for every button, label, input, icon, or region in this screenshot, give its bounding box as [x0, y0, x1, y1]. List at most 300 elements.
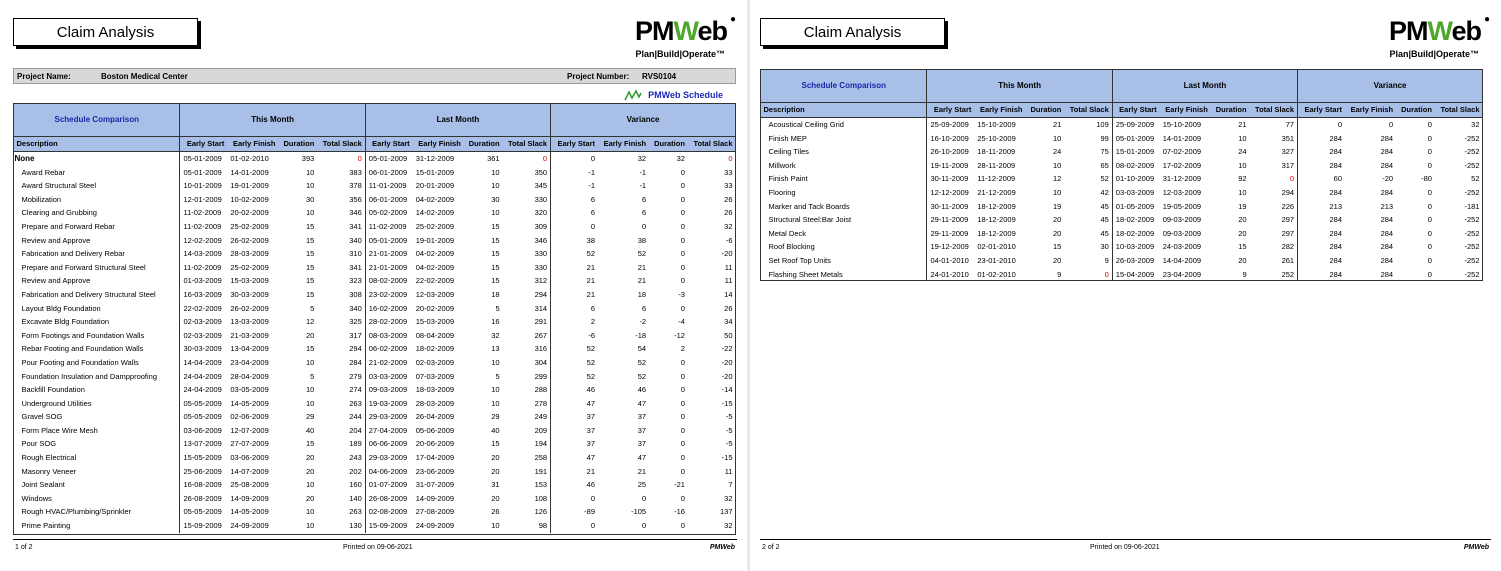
table-cell: 0 — [680, 493, 685, 503]
column-header: Duration — [1211, 103, 1250, 118]
table-cell: 0 — [1427, 201, 1432, 211]
table-cell: 284 — [1298, 145, 1345, 159]
table-cell: 38 — [551, 234, 598, 248]
table-cell: 23-04-2009 — [1162, 269, 1202, 279]
table-cell: 37 — [551, 424, 598, 438]
table-cell: 27-07-2009 — [230, 439, 269, 449]
table-cell: 30 — [305, 194, 315, 204]
table-cell: 03-03-2009 — [1112, 186, 1159, 200]
table-cell: 0 — [551, 152, 598, 166]
table-cell: 60 — [1298, 172, 1345, 186]
table-cell: 25-02-2009 — [230, 262, 269, 272]
table-cell: 323 — [349, 276, 362, 286]
table-cell: 01-03-2009 — [180, 274, 227, 288]
table-cell: 0 — [680, 385, 685, 395]
header-group: This Month — [180, 104, 365, 137]
table-cell: 02-01-2010 — [977, 242, 1016, 252]
table-cell: 05-01-2009 — [365, 234, 412, 248]
table-cell: 284 — [1380, 187, 1394, 197]
table-cell: 22-02-2009 — [180, 302, 227, 316]
table-cell: 10 — [491, 521, 500, 531]
table-row — [14, 356, 736, 370]
table-cell: 21 — [551, 274, 598, 288]
column-header: Duration — [464, 137, 503, 152]
table-cell: 18-11-2009 — [977, 147, 1016, 157]
logo-eb: eb — [697, 16, 727, 46]
table-cell: 52 — [1471, 174, 1480, 184]
table-cell: 46 — [551, 383, 598, 397]
table-cell: 284 — [1380, 228, 1394, 238]
table-cell: 6 — [551, 193, 598, 207]
table-cell: 11-01-2009 — [365, 179, 412, 193]
table-cell: 15-05-2009 — [180, 451, 227, 465]
table-cell: 05-05-2009 — [180, 410, 227, 424]
table-row — [14, 465, 736, 479]
table-cell: 18-02-2009 — [415, 344, 455, 354]
table-cell: 0 — [641, 493, 647, 503]
logo-tagline: Plan|Build|Operate™ — [635, 49, 725, 59]
table-cell: 153 — [534, 480, 548, 490]
table-cell: 03-05-2009 — [230, 385, 269, 395]
table-row — [14, 329, 736, 343]
table-cell: 28-03-2009 — [230, 249, 269, 259]
table-cell: 15 — [491, 249, 500, 259]
table-cell: 15 — [305, 439, 315, 449]
table-cell: 12-03-2009 — [415, 289, 455, 299]
table-cell: 31 — [491, 480, 500, 490]
table-cell: 21-02-2009 — [365, 356, 412, 370]
table-cell: 317 — [1281, 160, 1295, 170]
table-cell: 346 — [349, 208, 362, 218]
logo-pm: PM — [1388, 16, 1428, 46]
table-cell: 21 — [551, 261, 598, 275]
table-cell: 26-04-2009 — [415, 412, 455, 422]
table-cell: 30-03-2009 — [180, 342, 227, 356]
table-cell: 02-03-2009 — [180, 329, 227, 343]
table-cell: 6 — [641, 208, 647, 218]
table-cell: 12 — [305, 317, 315, 327]
table-cell: 05-01-2009 — [365, 152, 412, 166]
table-cell: 0 — [728, 154, 733, 163]
column-header: Description — [761, 103, 927, 118]
table-cell: 16-03-2009 — [180, 288, 227, 302]
report-title-text: Claim Analysis — [803, 23, 902, 41]
table-cell: 32 — [491, 330, 500, 340]
table-row — [761, 145, 1483, 159]
table-cell: 0 — [641, 221, 647, 231]
table-cell: Fabrication and Delivery Rebar — [21, 249, 125, 259]
table-cell: 05-05-2009 — [180, 397, 227, 411]
table-cell: 243 — [349, 453, 362, 463]
table-cell: 294 — [534, 289, 548, 299]
table-cell: 267 — [534, 330, 548, 340]
table-cell: 12 — [1052, 174, 1062, 184]
table-cell: 0 — [680, 357, 685, 367]
table-cell: 32 — [676, 154, 685, 163]
table-cell: 02-06-2009 — [230, 412, 269, 422]
table-cell: 52 — [551, 370, 598, 384]
table-cell: -4 — [678, 317, 685, 327]
table-cell: 0 — [1427, 120, 1432, 129]
table-cell: 284 — [1380, 147, 1394, 157]
table-cell: 284 — [1380, 255, 1394, 265]
table-cell: 10 — [1052, 133, 1062, 143]
table-cell: 19-01-2009 — [230, 181, 269, 191]
table-cell: Flashing Sheet Metals — [768, 269, 843, 279]
table-cell: 24 — [1052, 147, 1062, 157]
table-cell: 03-06-2009 — [180, 424, 227, 438]
table-row — [14, 220, 736, 234]
table-row — [761, 132, 1483, 146]
table-cell: 14-02-2009 — [415, 208, 455, 218]
table-cell: 10 — [305, 521, 315, 531]
table-cell: 01-07-2009 — [365, 478, 412, 492]
table-cell: Fabrication and Delivery Structural Steel — [21, 289, 156, 299]
table-cell: 45 — [1100, 215, 1109, 225]
table-cell: 10 — [491, 208, 500, 218]
table-cell: -5 — [725, 425, 733, 435]
table-cell: 23-02-2009 — [365, 288, 412, 302]
table-cell: 284 — [1298, 227, 1345, 241]
table-cell: 10 — [1052, 187, 1062, 197]
table-cell: 0 — [551, 519, 598, 533]
table-cell: 27-04-2009 — [365, 424, 412, 438]
table-cell: 330 — [534, 262, 548, 272]
table-row — [761, 268, 1483, 282]
table-cell: 309 — [534, 221, 548, 231]
table-cell: 0 — [680, 181, 685, 191]
table-cell: 01-02-2010 — [230, 154, 269, 163]
table-cell: 20 — [305, 493, 315, 503]
table-cell: Rough HVAC/Plumbing/Sprinkler — [21, 507, 131, 517]
table-cell: 24 — [1238, 147, 1247, 157]
table-cell: -15 — [721, 453, 733, 463]
table-row — [14, 410, 736, 424]
table-cell: 21 — [1052, 120, 1062, 129]
table-cell: 26-02-2009 — [230, 303, 269, 313]
table-cell: 33 — [724, 167, 733, 177]
table-cell: -20 — [721, 249, 733, 259]
table-cell: 10 — [491, 181, 500, 191]
table-cell: 284 — [1380, 160, 1394, 170]
table-row — [761, 227, 1483, 241]
table-cell: 0 — [1427, 255, 1432, 265]
table-cell: -252 — [1464, 269, 1480, 279]
table-cell: 291 — [534, 317, 548, 327]
table-cell: -22 — [721, 344, 733, 354]
table-cell: -252 — [1464, 242, 1480, 252]
table-cell: 325 — [349, 317, 362, 327]
table-cell: 346 — [534, 235, 548, 245]
table-cell: 37 — [637, 425, 647, 435]
table-cell: 65 — [1100, 160, 1109, 170]
table-row — [14, 152, 736, 166]
table-cell: 213 — [1380, 201, 1394, 211]
table-cell: 77 — [1285, 120, 1295, 129]
table-cell: Clearing and Grubbing — [21, 208, 97, 218]
table-cell: 16-02-2009 — [365, 302, 412, 316]
table-cell: 32 — [1471, 120, 1480, 129]
table-cell: 20-02-2009 — [415, 303, 455, 313]
table-cell: 09-03-2009 — [1162, 215, 1202, 225]
table-cell: 20-06-2009 — [415, 439, 455, 449]
table-cell: 52 — [637, 371, 647, 381]
table-cell: 05-01-2009 — [180, 166, 227, 180]
table-cell: 19 — [1238, 201, 1247, 211]
table-cell: 14-04-2009 — [1162, 255, 1202, 265]
report-title-text: Claim Analysis — [56, 23, 155, 41]
table-row — [14, 397, 736, 411]
schedule-link-text[interactable]: PMWeb Schedule — [648, 90, 723, 100]
table-cell: 29-11-2009 — [927, 227, 974, 241]
logo-dot: ● — [729, 14, 735, 25]
table-cell: Layout Bldg Foundation — [21, 303, 101, 313]
table-cell: 34 — [724, 317, 733, 327]
table-cell: 25-08-2009 — [230, 480, 269, 490]
table-cell: 08-03-2009 — [365, 329, 412, 343]
table-cell: Review and Approve — [21, 235, 91, 245]
table-cell: 03-06-2009 — [230, 453, 269, 463]
table-cell: 0 — [680, 249, 685, 259]
project-number-value: RVS0104 — [642, 71, 677, 81]
table-cell: 98 — [538, 521, 548, 531]
table-cell: 28-02-2009 — [365, 315, 412, 329]
table-cell: 261 — [1281, 255, 1295, 265]
table-cell: -6 — [725, 235, 733, 245]
table-cell: 0 — [680, 466, 685, 476]
table-cell: 18-12-2009 — [977, 215, 1016, 225]
table-cell: 26 — [724, 303, 733, 313]
table-row — [14, 179, 736, 193]
table-cell: 0 — [680, 425, 685, 435]
table-cell: 04-02-2009 — [415, 194, 455, 204]
table-cell: 17-02-2009 — [1162, 160, 1202, 170]
table-cell: 15-03-2009 — [230, 276, 269, 286]
table-cell: Pour SOG — [21, 439, 57, 449]
table-cell: 32 — [724, 221, 733, 231]
table-cell: 99 — [1100, 133, 1109, 143]
logo-tagline: Plan|Build|Operate™ — [1389, 49, 1479, 59]
table-cell: 52 — [1100, 174, 1109, 184]
table-cell: Foundation Insulation and Dampproofing — [21, 371, 158, 381]
table-cell: 18-02-2009 — [1112, 213, 1159, 227]
table-cell: 9 — [1104, 255, 1109, 265]
table-cell: -16 — [674, 507, 685, 517]
table-cell: 310 — [349, 249, 362, 259]
report-page-1 — [0, 0, 747, 571]
table-cell: 0 — [1427, 242, 1432, 252]
table-cell: 52 — [551, 247, 598, 261]
table-cell: Rough Electrical — [21, 453, 77, 463]
table-cell: 340 — [349, 235, 362, 245]
table-cell: 25 — [637, 480, 647, 490]
table-cell: 140 — [349, 493, 362, 503]
table-cell: 26 — [724, 194, 733, 204]
table-cell: 10 — [491, 167, 500, 177]
table-cell: Pour Footing and Foundation Walls — [21, 357, 139, 367]
table-cell: 0 — [680, 412, 685, 422]
table-cell: 5 — [310, 371, 315, 381]
table-cell: 314 — [534, 303, 548, 313]
table-cell: 345 — [534, 181, 548, 191]
table-cell: -18 — [635, 330, 647, 340]
table-cell: 09-03-2009 — [1162, 228, 1202, 238]
table-cell: 14-04-2009 — [180, 356, 227, 370]
table-cell: 15-01-2009 — [415, 167, 455, 177]
header-group: Last Month — [1112, 70, 1297, 103]
table-cell: 299 — [534, 371, 548, 381]
table-cell: Finish Paint — [768, 174, 808, 184]
table-cell: -20 — [721, 357, 733, 367]
table-cell: 31-12-2009 — [1162, 174, 1202, 184]
table-cell: 194 — [534, 439, 548, 449]
table-cell: 19-03-2009 — [365, 397, 412, 411]
table-row — [14, 342, 736, 356]
table-cell: 15-01-2009 — [1112, 145, 1159, 159]
table-cell: 06-01-2009 — [365, 166, 412, 180]
table-cell: Roof Blocking — [768, 242, 815, 252]
table-cell: 23-01-2010 — [977, 255, 1016, 265]
table-cell: 04-01-2010 — [927, 254, 974, 268]
table-cell: 2 — [680, 344, 685, 354]
table-cell: -252 — [1464, 133, 1480, 143]
table-cell: 284 — [1298, 254, 1345, 268]
pmweb-schedule-link[interactable] — [624, 89, 723, 101]
table-cell: -1 — [639, 167, 647, 177]
table-cell: 189 — [349, 439, 362, 449]
table-cell: 05-01-2009 — [180, 152, 227, 166]
table-cell: 0 — [1427, 215, 1432, 225]
table-cell: 30-11-2009 — [927, 200, 974, 214]
table-cell: 14 — [724, 289, 733, 299]
table-cell: 75 — [1100, 147, 1109, 157]
table-cell: 30 — [491, 194, 500, 204]
table-row — [14, 166, 736, 180]
table-cell: 11-02-2009 — [180, 206, 227, 220]
table-cell: -12 — [674, 330, 685, 340]
table-cell: 15 — [1238, 242, 1247, 252]
project-name-value: Boston Medical Center — [101, 71, 188, 81]
table-cell: 30-03-2009 — [230, 289, 269, 299]
table-cell: 26-08-2009 — [365, 492, 412, 506]
table-cell: 108 — [534, 493, 548, 503]
table-cell: -15 — [721, 398, 733, 408]
table-cell: 47 — [551, 397, 598, 411]
table-cell: 19-01-2009 — [415, 235, 455, 245]
table-cell: 20 — [1238, 215, 1247, 225]
table-row — [14, 274, 736, 288]
column-header: Description — [14, 137, 180, 152]
table-cell: 0 — [1427, 228, 1432, 238]
table-cell: 28-11-2009 — [977, 160, 1016, 170]
table-cell: 258 — [534, 453, 548, 463]
table-row — [14, 492, 736, 506]
column-header: Early Finish — [598, 137, 649, 152]
table-cell: 21 — [551, 465, 598, 479]
table-cell: 0 — [680, 221, 685, 231]
table-cell: 20 — [1052, 215, 1062, 225]
table-cell: 284 — [1380, 215, 1394, 225]
column-header: Total Slack — [1435, 103, 1483, 118]
table-cell: 30-11-2009 — [927, 172, 974, 186]
table-cell: 24-03-2009 — [1162, 242, 1202, 252]
table-cell: 02-08-2009 — [365, 505, 412, 519]
table-cell: 21 — [637, 262, 647, 272]
table-cell: 12-12-2009 — [927, 186, 974, 200]
table-cell: 252 — [1281, 269, 1295, 279]
column-header: Early Start — [1298, 103, 1345, 118]
table-cell: 24-04-2009 — [180, 370, 227, 384]
table-cell: 191 — [534, 466, 548, 476]
table-cell: 160 — [349, 480, 362, 490]
table-cell: 15 — [305, 235, 315, 245]
table-cell: 20 — [1238, 255, 1247, 265]
table-cell: 20-01-2009 — [415, 181, 455, 191]
table-cell: 297 — [1281, 228, 1295, 238]
table-cell: -181 — [1464, 201, 1480, 211]
table-cell: 37 — [551, 437, 598, 451]
table-cell: 15-03-2009 — [415, 317, 455, 327]
column-header: Early Finish — [413, 137, 464, 152]
table-row — [14, 315, 736, 329]
table-cell: 05-06-2009 — [415, 425, 455, 435]
table-cell: 28-04-2009 — [230, 371, 269, 381]
table-cell: 54 — [637, 344, 647, 354]
table-cell: 25-02-2009 — [415, 221, 455, 231]
table-cell: 0 — [542, 154, 548, 163]
table-cell: 23-04-2009 — [230, 357, 269, 367]
table-row — [761, 172, 1483, 186]
table-cell: 24-01-2010 — [927, 268, 974, 282]
table-row — [14, 478, 736, 492]
table-cell: 07-02-2009 — [1162, 147, 1202, 157]
table-cell: -252 — [1464, 228, 1480, 238]
table-cell: 47 — [551, 451, 598, 465]
table-cell: Excavate Bldg Foundation — [21, 317, 110, 327]
table-cell: Metal Deck — [768, 228, 807, 238]
footer-page-number: 1 of 2 — [15, 544, 33, 551]
table-cell: 31-07-2009 — [415, 480, 455, 490]
table-cell: 294 — [1281, 187, 1295, 197]
table-cell: 284 — [1298, 268, 1345, 282]
header-group: This Month — [927, 70, 1112, 103]
header-group: Variance — [1298, 70, 1483, 103]
table-cell: 263 — [349, 398, 362, 408]
table-cell: 26-10-2009 — [927, 145, 974, 159]
table-cell: 42 — [1100, 187, 1109, 197]
table-cell: 46 — [637, 385, 647, 395]
table-cell: 9 — [1242, 269, 1247, 279]
column-header: Duration — [1025, 103, 1064, 118]
table-cell: 21 — [551, 288, 598, 302]
table-cell: 10 — [1238, 187, 1247, 197]
table-cell: 29-11-2009 — [927, 213, 974, 227]
header-group: Last Month — [365, 104, 550, 137]
table-cell: -14 — [721, 385, 733, 395]
table-cell: 25-06-2009 — [180, 465, 227, 479]
table-cell: 17-04-2009 — [415, 453, 455, 463]
project-info-bar — [13, 68, 736, 84]
table-row — [14, 424, 736, 438]
table-cell: 12-07-2009 — [230, 425, 269, 435]
table-row — [14, 383, 736, 397]
table-cell: Millwork — [768, 160, 796, 170]
table-cell: 10 — [491, 385, 500, 395]
footer-brand: PMWeb — [709, 544, 735, 551]
table-cell: 316 — [534, 344, 548, 354]
table-cell: Windows — [21, 493, 52, 503]
table-row — [761, 254, 1483, 268]
